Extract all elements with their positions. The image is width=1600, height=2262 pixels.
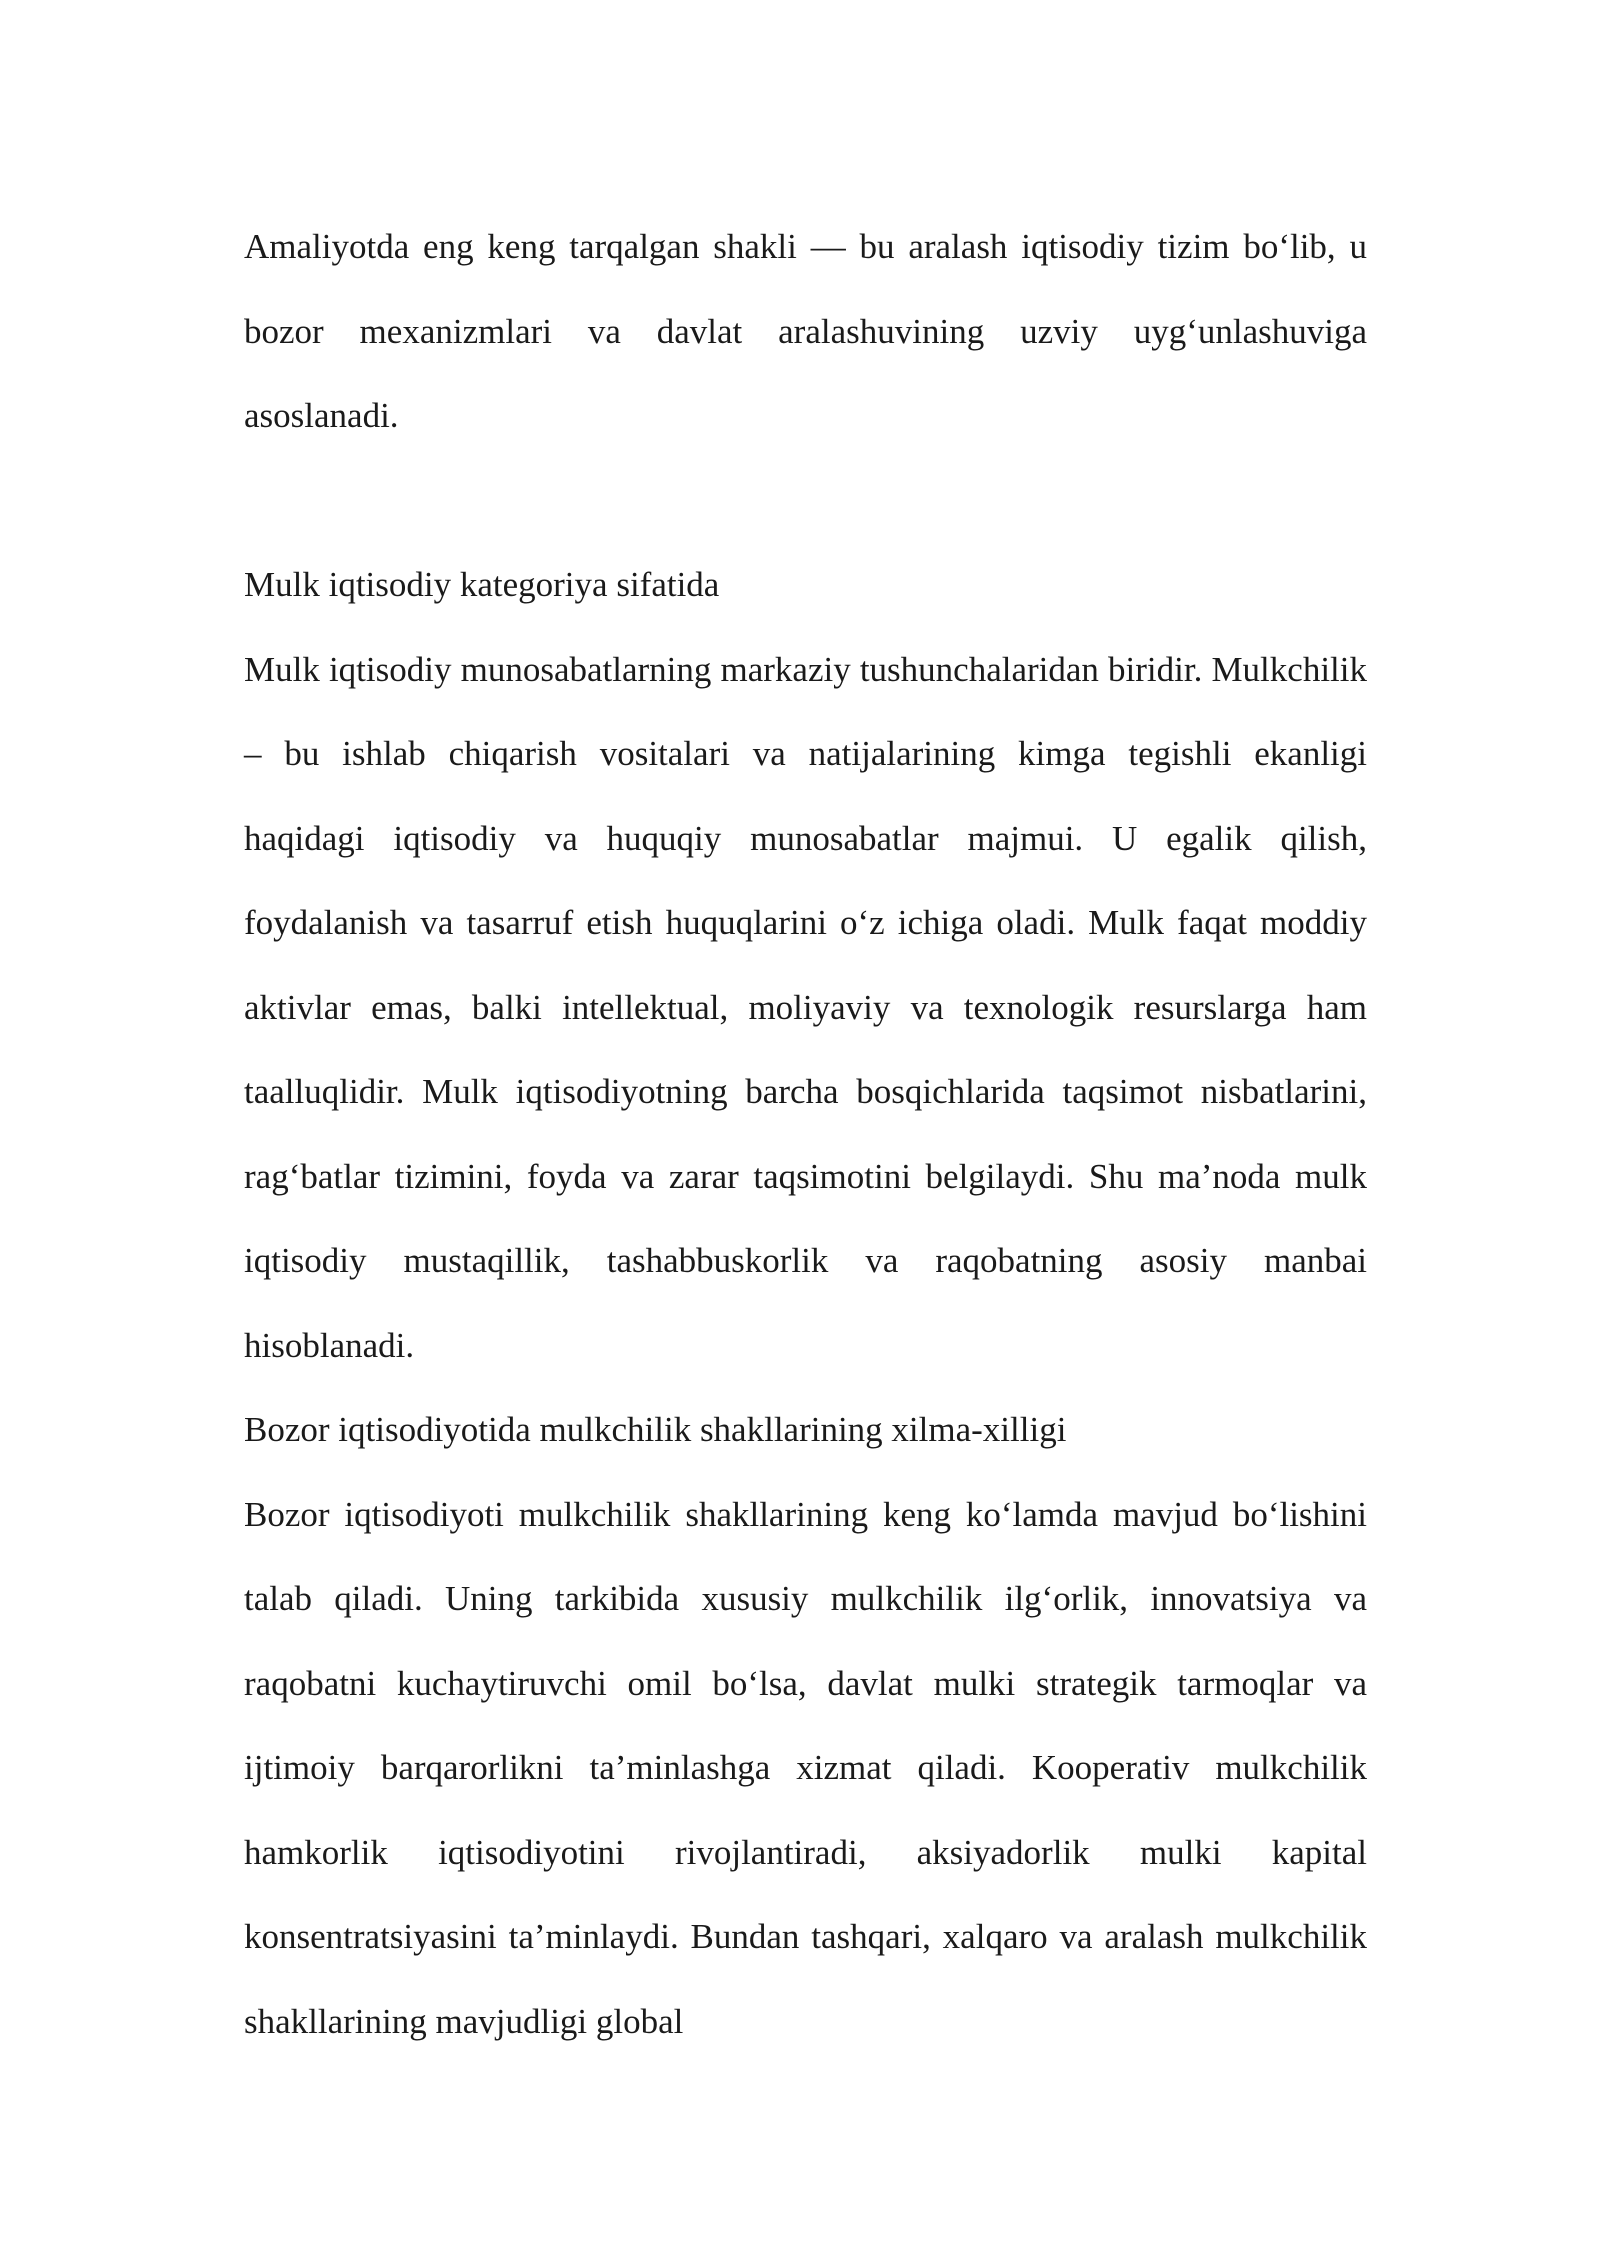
section-heading-property: Mulk iqtisodiy kategoriya sifatida [244,565,720,604]
paragraph-spacer [244,459,1367,544]
text-column [244,205,1367,2064]
section-heading-ownership-forms: Bozor iqtisodiyotida mulkchilik shakllarining xilma-xilligi [244,1410,1067,1449]
section-body-ownership-forms: Bozor iqtisodiyoti mulkchilik shakllarining keng ko‘lamda mavjud bo‘lishini talab qiladi. Uning tarkibida xususiy mulkchilik ilg‘orlik, innovatsiya va raqobatni kuchaytiruvchi omil bo‘lsa, davlat mulki strategik tarmoqlar va ijtimoiy barqarorlikni ta’minlashga xizmat qiladi. Kooperativ mulkchilik hamkorlik iqtisodiyotini rivojlantiradi, aksiyadorlik mulki kapital konsentratsiyasini ta’minlaydi. Bundan tashqari, xalqaro va aralash mulkchilik shakllarining mavjudligi global [244,1494,1367,2041]
section-body-property: Mulk iqtisodiy munosabatlarning markaziy tushunchalaridan biridir. Mulkchilik – bu ishlab chiqarish vositalari va natijalarining kimga tegishli ekanligi haqidagi iqtisodiy va huquqiy munosabatlar majmui. U egalik qilish, foydalanish va tasarruf etish huquqlarini o‘z ichiga oladi. Mulk faqat moddiy aktivlar emas, balki intellektual, moliyaviy va texnologik resurslarga ham taalluqlidir. Mulk iqtisodiyotning barcha bosqichlarida taqsimot nisbatlarini, rag‘batlar tizimini, foyda va zarar taqsimotini belgilaydi. Shu ma’noda mulk iqtisodiy mustaqillik, tashabbuskorlik va raqobatning asosiy manbai hisoblanadi. [244,649,1367,1365]
intro-paragraph: Amaliyotda eng keng tarqalgan shakli — bu aralash iqtisodiy tizim bo‘lib, u bozor mexanizmlari va davlat aralashuvining uzviy uyg‘unlashuviga asoslanadi. [244,227,1367,435]
